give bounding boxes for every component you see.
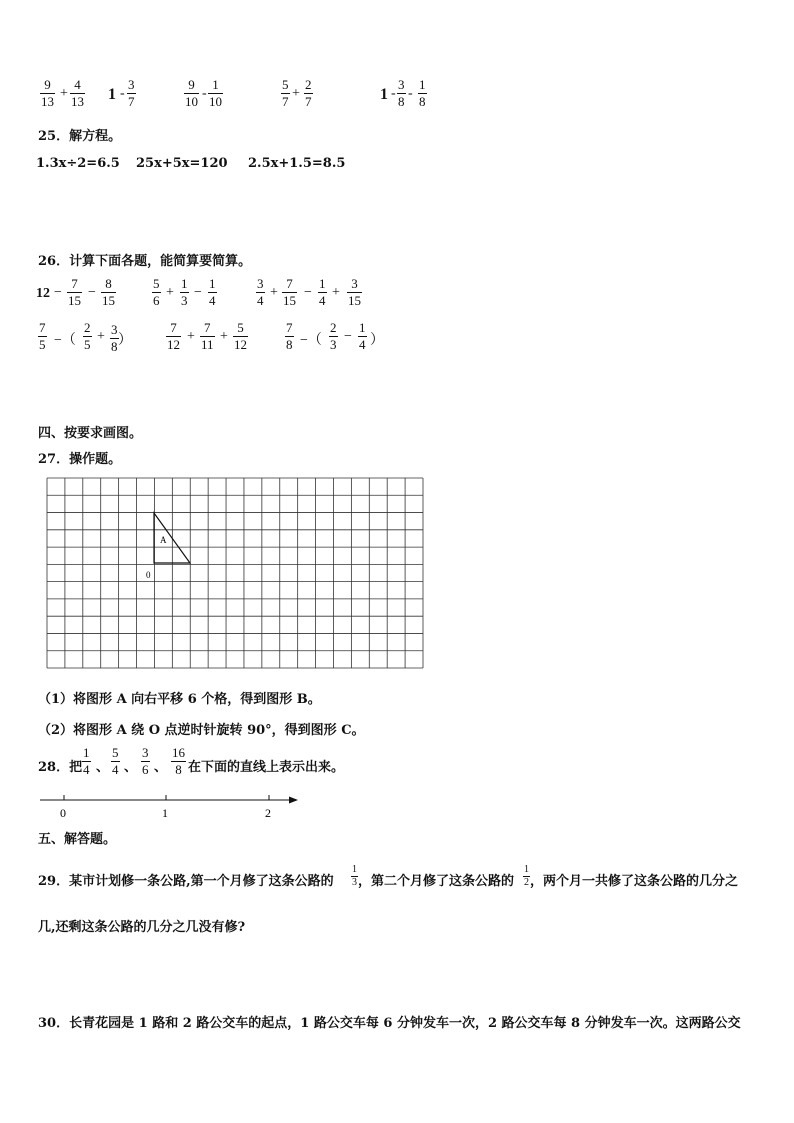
q25-title: 25．解方程。 [38, 129, 122, 144]
fraction: 1 2 [524, 864, 529, 888]
integer: 1 [380, 86, 388, 103]
q27-sub2: （2）将图形 A 绕 O 点逆时针旋转 90°，得到图形 C。 [38, 723, 365, 738]
q29-text: ，第二个月修了这条公路的 [358, 874, 515, 889]
operator: − [88, 285, 96, 300]
operator: - [408, 86, 413, 101]
fraction: 3 8 [398, 77, 405, 109]
fraction: 16 8 [172, 745, 185, 777]
operator: - [120, 86, 125, 101]
number-line [38, 790, 302, 822]
separator: 、 [96, 760, 110, 775]
integer: 12 [36, 286, 50, 301]
fraction: 5 7 [282, 77, 289, 109]
operator: − [194, 285, 202, 300]
integer: 1 [108, 86, 116, 103]
operator: - [202, 86, 207, 101]
operator: − [54, 285, 62, 300]
fraction: 9 13 [41, 77, 54, 109]
equation: 25x+5x=120 [136, 156, 228, 171]
fraction: 1 3 [352, 864, 357, 888]
separator: 、 [154, 760, 168, 775]
q29-text: 29．某市计划修一条公路,第一个月修了这条公路的 [38, 874, 334, 889]
q26-title: 26．计算下面各题，能简算要简算。 [38, 254, 252, 269]
operator: + [187, 329, 195, 344]
fraction: 7 8 [286, 320, 293, 352]
fraction: 1 4 [319, 276, 326, 308]
fraction: 2 5 [84, 320, 91, 352]
grid [47, 478, 423, 668]
fraction: 1 4 [209, 276, 216, 308]
fraction: 1 4 [83, 745, 90, 777]
fraction: 7 11 [201, 320, 214, 352]
operator: - [391, 86, 396, 101]
section-heading: 四、按要求画图。 [38, 426, 143, 441]
operator: + [292, 86, 300, 101]
label-a: A [160, 535, 167, 545]
fraction: 8 15 [102, 276, 115, 308]
fraction: 3 8 [111, 322, 118, 354]
q27-sub1: （1）将图形 A 向右平移 6 个格，得到图形 B。 [38, 692, 321, 707]
grid-figure [46, 477, 424, 669]
fraction: 2 7 [305, 77, 312, 109]
fraction: 1 4 [359, 320, 366, 352]
fraction: 7 12 [167, 320, 180, 352]
operator: − [304, 285, 312, 300]
q28-prefix: 28．把 [38, 760, 83, 775]
fraction: 5 6 [153, 276, 160, 308]
operator: + [60, 86, 68, 101]
tick-label: 0 [60, 806, 66, 820]
fraction: 1 8 [419, 77, 426, 109]
operator: ） [118, 333, 132, 348]
tick-label: 2 [265, 806, 271, 820]
fraction: 3 7 [128, 77, 135, 109]
fraction: 2 3 [330, 320, 337, 352]
fraction: 9 10 [185, 77, 198, 109]
label-o: 0 [146, 570, 151, 580]
fraction: 7 15 [283, 276, 296, 308]
equation: 1.3x÷2=6.5 [36, 156, 120, 171]
q29-text: 几,还剩这条公路的几分之几没有修? [38, 920, 246, 935]
operator: −（ [300, 333, 322, 348]
operator: ） [370, 333, 384, 348]
q29-text: ，两个月一共修了这条公路的几分之 [530, 874, 739, 889]
fraction: 3 15 [348, 276, 361, 308]
q27-title: 27．操作题。 [38, 452, 122, 467]
q28-suffix: 在下面的直线上表示出来。 [188, 760, 345, 775]
operator: + [270, 285, 278, 300]
fraction: 7 15 [68, 276, 81, 308]
separator: 、 [124, 760, 138, 775]
fraction: 5 12 [234, 320, 247, 352]
q30-text: 30．长青花园是 1 路和 2 路公交车的起点，1 路公交车每 6 分钟发车一次，2 路公交车每 8 分钟发车一次。这两路公交 [38, 1016, 741, 1031]
fraction: 4 13 [71, 77, 84, 109]
tick-label: 1 [162, 806, 168, 820]
fraction: 3 4 [257, 276, 264, 308]
section-heading: 五、解答题。 [38, 832, 117, 847]
equation: 2.5x+1.5=8.5 [248, 156, 346, 171]
operator: + [166, 285, 174, 300]
operator: + [97, 329, 105, 344]
fraction: 3 6 [142, 745, 149, 777]
operator: −（ [54, 333, 76, 348]
fraction: 5 4 [112, 745, 119, 777]
fraction: 1 3 [181, 276, 188, 308]
fraction: 1 10 [209, 77, 222, 109]
operator: − [344, 329, 352, 344]
operator: + [220, 329, 228, 344]
fraction: 7 5 [39, 320, 46, 352]
operator: + [332, 285, 340, 300]
